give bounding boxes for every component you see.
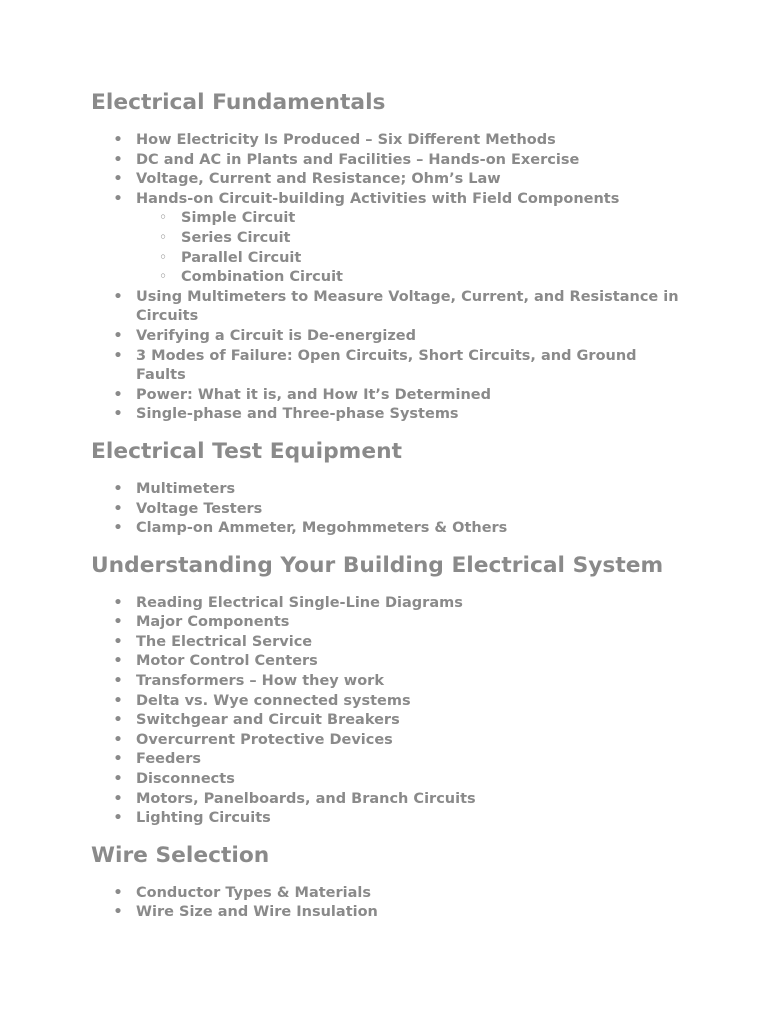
list-item-text: Single-phase and Three-phase Systems bbox=[136, 406, 459, 423]
bullet-icon: • bbox=[113, 771, 123, 788]
sub-bullet-icon: ◦ bbox=[158, 249, 168, 266]
bullet-icon: • bbox=[113, 171, 123, 188]
bullet-list bbox=[91, 131, 691, 425]
list-item-text: Power: What it is, and How It’s Determined bbox=[136, 386, 491, 403]
section-title: Electrical Fundamentals bbox=[91, 90, 386, 115]
section-electrical-test-equipment bbox=[91, 438, 691, 539]
list-item-text: Voltage Testers bbox=[136, 500, 263, 517]
list-item bbox=[91, 809, 691, 829]
bullet-icon: • bbox=[113, 653, 123, 670]
list-item-text: Switchgear and Circuit Breakers bbox=[136, 712, 400, 729]
list-item bbox=[91, 613, 691, 633]
bullet-icon: • bbox=[113, 692, 123, 709]
list-item-text: Motors, Panelboards, and Branch Circuits bbox=[136, 790, 476, 807]
bullet-icon: • bbox=[113, 132, 123, 148]
sub-list-item-text: Simple Circuit bbox=[181, 210, 296, 227]
bullet-icon: • bbox=[113, 520, 123, 537]
list-item-text: Using Multimeters to Measure Voltage, Current, and Resistance in Circuits bbox=[136, 288, 679, 325]
bullet-icon: • bbox=[113, 386, 123, 403]
sub-bullet-icon: ◦ bbox=[158, 210, 168, 227]
sub-bullet-list bbox=[136, 209, 691, 287]
section-title: Wire Selection bbox=[91, 842, 270, 868]
list-item bbox=[91, 347, 691, 386]
list-item bbox=[91, 500, 691, 520]
sub-list-item-text: Parallel Circuit bbox=[181, 249, 302, 266]
bullet-icon: • bbox=[113, 810, 123, 827]
list-item-text: The Electrical Service bbox=[136, 633, 313, 650]
list-item-text: Lighting Circuits bbox=[136, 810, 271, 827]
sub-list-item bbox=[136, 249, 691, 269]
list-item bbox=[91, 884, 691, 904]
bullet-icon: • bbox=[113, 288, 123, 305]
list-item-text: Clamp-on Ammeter, Megohmmeters & Others bbox=[136, 520, 508, 537]
list-item bbox=[91, 903, 691, 923]
sub-bullet-icon: ◦ bbox=[158, 269, 168, 286]
list-item bbox=[91, 519, 691, 539]
list-item bbox=[91, 790, 691, 810]
sub-list-item-text: Series Circuit bbox=[181, 229, 291, 246]
bullet-icon: • bbox=[113, 884, 123, 901]
bullet-icon: • bbox=[113, 480, 123, 497]
list-item-text: Motor Control Centers bbox=[136, 653, 318, 670]
list-item bbox=[91, 652, 691, 672]
list-item bbox=[91, 288, 691, 327]
sub-list-item-text: Combination Circuit bbox=[181, 269, 343, 286]
section-title: Electrical Test Equipment bbox=[91, 438, 402, 464]
section-title: Understanding Your Building Electrical System bbox=[91, 552, 664, 578]
bullet-icon: • bbox=[113, 673, 123, 690]
bullet-icon: • bbox=[113, 614, 123, 631]
list-item-text: Disconnects bbox=[136, 771, 235, 788]
section-wire-selection bbox=[91, 842, 691, 923]
bullet-list bbox=[91, 480, 691, 539]
bullet-icon: • bbox=[113, 790, 123, 807]
list-item-text: Feeders bbox=[136, 751, 201, 768]
list-item bbox=[91, 594, 691, 614]
list-item-text: Delta vs. Wye connected systems bbox=[136, 692, 411, 709]
section-building-electrical-system bbox=[91, 552, 691, 829]
list-item-text: Hands-on Circuit-building Activities with Field Components bbox=[136, 190, 620, 207]
list-item-text: Transformers – How they work bbox=[136, 673, 384, 690]
list-item bbox=[91, 190, 691, 288]
list-item bbox=[91, 711, 691, 731]
bullet-icon: • bbox=[113, 500, 123, 517]
bullet-icon: • bbox=[113, 751, 123, 768]
bullet-icon: • bbox=[113, 406, 123, 423]
list-item bbox=[91, 386, 691, 406]
list-item bbox=[91, 405, 691, 425]
list-item-text: Overcurrent Protective Devices bbox=[136, 731, 393, 748]
list-item bbox=[91, 770, 691, 790]
list-item-text: DC and AC in Plants and Facilities – Hands-on Exercise bbox=[136, 151, 580, 168]
list-item-text: Verifying a Circuit is De-energized bbox=[136, 327, 417, 344]
bullet-icon: • bbox=[113, 327, 123, 344]
bullet-icon: • bbox=[113, 731, 123, 748]
list-item bbox=[91, 692, 691, 712]
bullet-icon: • bbox=[113, 633, 123, 650]
sub-list-item bbox=[136, 268, 691, 288]
list-item-text: How Electricity Is Produced – Six Different Methods bbox=[136, 132, 556, 148]
bullet-list bbox=[91, 594, 691, 829]
section-electrical-fundamentals bbox=[91, 90, 691, 425]
list-item bbox=[91, 170, 691, 190]
list-item bbox=[91, 750, 691, 770]
bullet-icon: • bbox=[113, 347, 123, 364]
list-item-text: Reading Electrical Single-Line Diagrams bbox=[136, 594, 463, 611]
document-body bbox=[91, 90, 691, 940]
bullet-icon: • bbox=[113, 594, 123, 611]
list-item bbox=[91, 131, 691, 151]
sub-list-item bbox=[136, 209, 691, 229]
list-item bbox=[91, 672, 691, 692]
list-item-text: Voltage, Current and Resistance; Ohm’s Law bbox=[136, 171, 501, 188]
bullet-list bbox=[91, 884, 691, 923]
list-item-text: 3 Modes of Failure: Open Circuits, Short Circuits, and Ground Faults bbox=[136, 347, 637, 384]
sub-list-item bbox=[136, 229, 691, 249]
list-item bbox=[91, 327, 691, 347]
list-item bbox=[91, 633, 691, 653]
bullet-icon: • bbox=[113, 712, 123, 729]
list-item bbox=[91, 151, 691, 171]
list-item-text: Multimeters bbox=[136, 480, 236, 497]
list-item-text: Conductor Types & Materials bbox=[136, 884, 372, 901]
sub-bullet-icon: ◦ bbox=[158, 229, 168, 246]
bullet-icon: • bbox=[113, 904, 123, 921]
list-item bbox=[91, 480, 691, 500]
list-item-text: Major Components bbox=[136, 614, 290, 631]
list-item bbox=[91, 731, 691, 751]
bullet-icon: • bbox=[113, 190, 123, 207]
list-item-text: Wire Size and Wire Insulation bbox=[136, 904, 378, 921]
bullet-icon: • bbox=[113, 151, 123, 168]
